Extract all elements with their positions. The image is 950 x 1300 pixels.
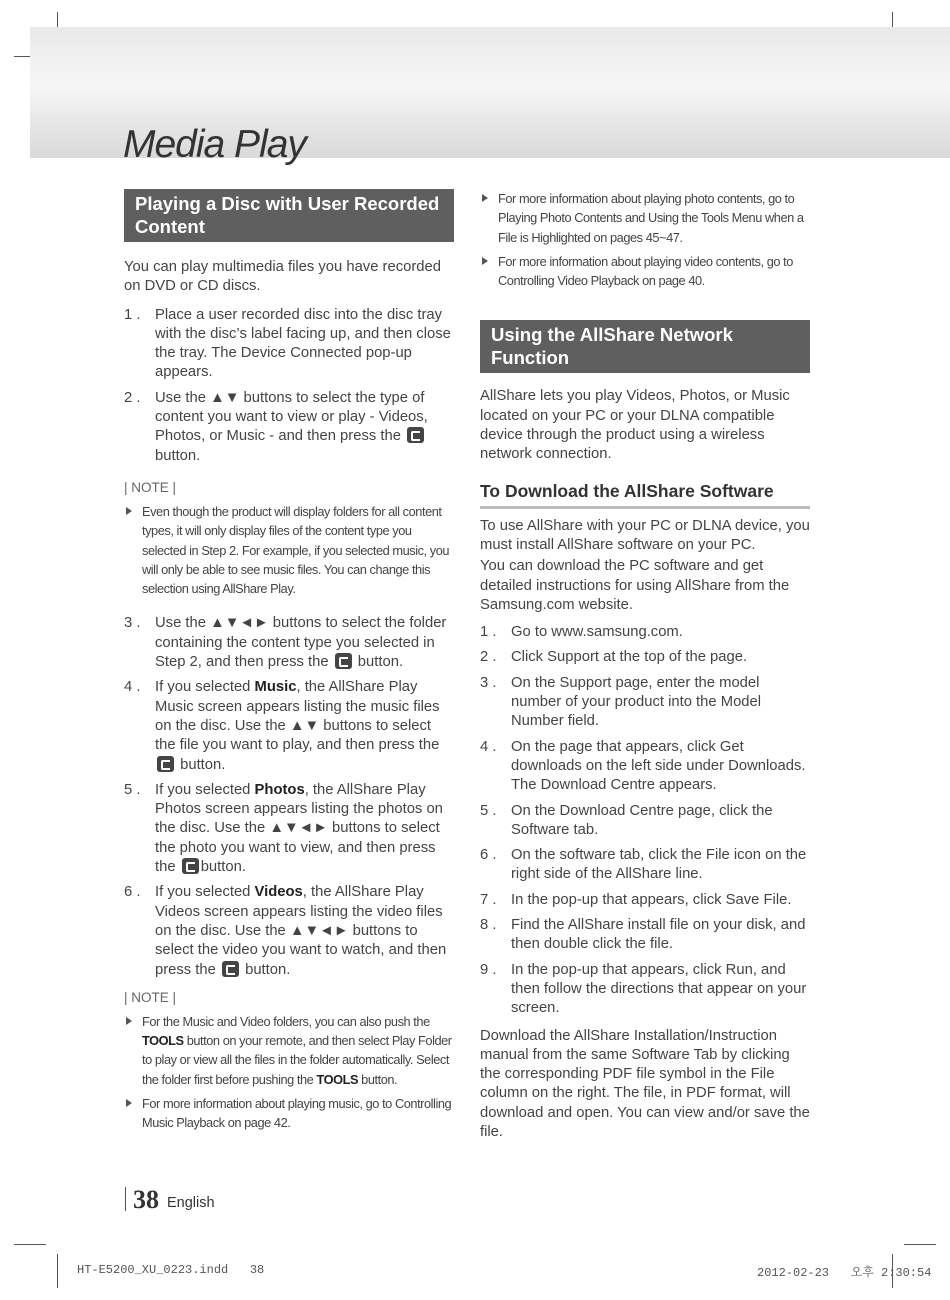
bold-term: Music — [254, 679, 297, 696]
page-language: English — [167, 1195, 215, 1211]
step-text: , the AllShare Play Photos screen appears listing the photos on the disc. Use the ▲▼◄► buttons to select the photo you want to view, and then press the — [155, 781, 443, 876]
steps-list — [124, 306, 454, 466]
section-heading: Using the AllShare Network Function — [480, 320, 810, 373]
list-item — [124, 781, 454, 877]
step-number: 5 . — [124, 781, 141, 798]
paragraph: You can download the PC software and get detailed instructions for using AllShare from the Samsung.com website. — [480, 558, 790, 613]
note-text: For more information about playing photo contents, go to Playing Photo Contents and Using the Tools Menu when a File is Highlighted on pages 45~47. — [498, 191, 804, 245]
page-number: 38 — [133, 1185, 159, 1214]
list-item — [480, 916, 810, 955]
bullet-arrow-icon — [126, 1017, 132, 1025]
enter-button-icon — [407, 427, 424, 443]
left-column — [124, 189, 454, 1138]
crop-mark — [57, 1254, 58, 1288]
note-text: Even though the product will display folders for all content types, it will only display files of the content type you selected in Step 2. For example, if you selected music, you will only be able to see music files. You can change this selection using AllShare Play. — [142, 503, 450, 597]
step-text: Place a user recorded disc into the disc tray with the disc’s label facing up, and then close the tray. The Device Connected pop-up appears. — [155, 306, 451, 381]
enter-button-icon — [335, 653, 352, 669]
step-number: 1 . — [124, 306, 141, 323]
step-text: Use the ▲▼◄► buttons to select the folder containing the content type you selected in Step 2, and then press the — [155, 615, 447, 671]
step-number: 3 . — [480, 674, 497, 691]
list-item — [480, 674, 810, 732]
steps-list — [124, 614, 454, 979]
section-heading: Playing a Disc with User Recorded Content — [124, 189, 454, 242]
imprint-filename: HT-E5200_XU_0223.indd 38 — [77, 1263, 265, 1277]
note-text: button on your remote, and then select Play Folder to play or view all the files in the folder automatically. Select the folder first before pushing the — [142, 1033, 452, 1087]
bold-term: TOOLS — [316, 1071, 359, 1087]
step-text: On the software tab, click the File icon on the right side of the AllShare line. — [511, 847, 807, 883]
step-number: 3 . — [124, 615, 141, 632]
step-text: Click Support at the top of the page. — [511, 649, 748, 666]
bold-term: Videos — [254, 884, 303, 901]
note-text: For more information about playing video contents, go to Controlling Video Playback on page 40. — [498, 253, 793, 289]
note-item — [124, 1012, 454, 1089]
notes-list — [124, 1012, 454, 1133]
step-number: 1 . — [480, 624, 497, 641]
note-label: | NOTE | — [124, 479, 177, 495]
step-number: 4 . — [124, 679, 141, 696]
step-text: button. — [176, 756, 226, 773]
enter-button-icon — [157, 756, 174, 772]
intro-text: AllShare lets you play Videos, Photos, or Music located on your PC or your DLNA compatible device through the product using a wireless network connection. — [480, 388, 790, 463]
step-text: Go to www.samsung.com. — [511, 624, 683, 641]
list-item — [480, 961, 810, 1019]
step-text: , the AllShare Play Videos screen appears listing the video files on the disc. Use the ▲▼◄► buttons to select the video you want to watch, and then press the — [155, 884, 447, 978]
step-number: 6 . — [124, 884, 141, 901]
step-text: If you selected — [155, 781, 255, 798]
step-number: 6 . — [480, 847, 497, 864]
step-number: 5 . — [480, 802, 497, 819]
bullet-arrow-icon — [126, 507, 132, 515]
step-number: 8 . — [480, 917, 497, 934]
bullet-arrow-icon — [482, 194, 488, 202]
crop-mark — [14, 1244, 46, 1245]
note-label: | NOTE | — [124, 989, 177, 1005]
note-text: For the Music and Video folders, you can also push the — [142, 1013, 430, 1029]
list-item — [124, 389, 454, 466]
note-item — [480, 252, 810, 291]
note-item — [480, 189, 810, 247]
step-text: button. — [200, 859, 246, 876]
bullet-arrow-icon — [482, 257, 488, 265]
notes-list — [124, 502, 454, 598]
step-text: If you selected — [155, 679, 255, 696]
enter-button-icon — [182, 858, 199, 874]
step-text: button. — [353, 654, 404, 671]
step-number: 7 . — [480, 891, 497, 908]
list-item — [480, 846, 810, 885]
list-item — [480, 802, 810, 841]
note-item — [124, 502, 454, 598]
step-text: , the AllShare Play Music screen appears listing the music files on the disc. Use the ▲▼ buttons to select the file you want to play, and then press the — [155, 679, 440, 754]
crop-mark — [904, 1244, 936, 1245]
sub-heading: To Download the AllShare Software — [480, 481, 810, 509]
paragraph: To use AllShare with your PC or DLNA device, you must install AllShare software on your PC. — [480, 517, 810, 553]
list-item — [480, 648, 810, 667]
step-text: Use the ▲▼ buttons to select the type of content you want to view or play - Videos, Photos, or Music - and then press the — [155, 389, 428, 445]
step-text: Find the AllShare install file on your disk, and then double click the file. — [511, 917, 806, 953]
step-text: On the page that appears, click Get downloads on the left side under Downloads. The Download Centre appears. — [511, 738, 806, 794]
right-column — [480, 189, 810, 1142]
list-item — [480, 623, 810, 642]
step-text: On the Download Centre page, click the Software tab. — [511, 802, 773, 838]
step-text: On the Support page, enter the model number of your product into the Model Number field. — [511, 674, 762, 730]
step-text: In the pop-up that appears, click Run, and then follow the directions that appear on your screen. — [511, 961, 807, 1017]
bold-term: TOOLS — [142, 1033, 184, 1049]
list-item — [124, 306, 454, 383]
step-text: button. — [240, 961, 291, 978]
list-item — [480, 738, 810, 796]
note-item — [124, 1094, 454, 1133]
closing-paragraph: Download the AllShare Installation/Instruction manual from the same Software Tab by clicking the corresponding PDF file symbol in the File column on the right. The file, in PDF format, will download and open. You can view and/or save the file. — [480, 1027, 810, 1140]
step-text: In the pop-up that appears, click Save File. — [511, 891, 792, 908]
step-number: 2 . — [480, 649, 497, 666]
list-item — [480, 891, 810, 910]
footer-divider — [125, 1187, 126, 1211]
page-title: Media Play — [123, 123, 306, 166]
steps-list — [480, 623, 810, 1018]
notes-list — [480, 189, 810, 290]
step-number: 4 . — [480, 738, 497, 755]
note-text: button. — [358, 1071, 398, 1087]
bold-term: Photos — [254, 781, 305, 798]
list-item — [124, 678, 454, 774]
step-text: button. — [155, 447, 201, 464]
list-item — [124, 614, 454, 672]
bullet-arrow-icon — [126, 1099, 132, 1107]
imprint-date: 2012-02-23 오후 2:30:54 — [757, 1266, 932, 1280]
step-number: 9 . — [480, 961, 497, 978]
note-text: For more information about playing music, go to Controlling Music Playback on page 42. — [142, 1095, 452, 1131]
enter-button-icon — [222, 961, 239, 977]
step-text: If you selected — [155, 884, 255, 901]
intro-text: You can play multimedia files you have recorded on DVD or CD discs. — [124, 259, 441, 295]
list-item — [124, 883, 454, 979]
step-number: 2 . — [124, 389, 141, 406]
